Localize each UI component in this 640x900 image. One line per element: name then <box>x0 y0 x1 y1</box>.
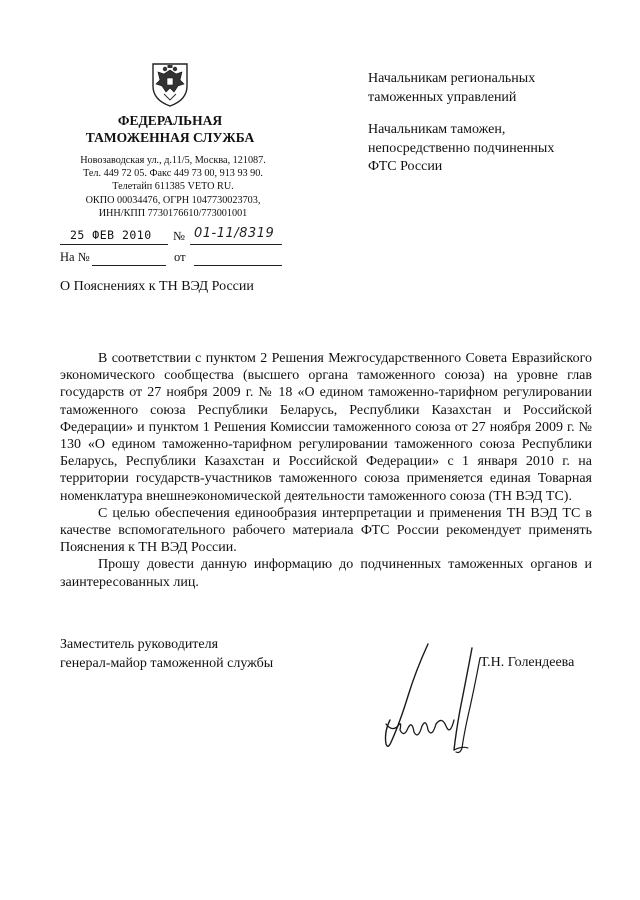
recipient-2 <box>368 121 608 177</box>
org-phones: Тел. 449 72 05. Факс 449 73 00, 913 93 90. <box>83 168 263 180</box>
date-underline <box>60 244 168 245</box>
body-paragraph-3: Прошу довести данную информацию до подчиненных таможенных органов и заинтересованных лиц. <box>60 557 592 590</box>
org-address: Новозаводская ул., д.11/5, Москва, 121087. <box>80 155 266 166</box>
letter-subject: О Пояснениях к ТН ВЭД России <box>60 279 254 294</box>
recipient-2-line2: непосредственно подчиненных <box>368 140 555 156</box>
signatory-position-line2: генерал-майор таможенной службы <box>60 656 274 671</box>
org-name-line2: ТАМОЖЕННАЯ СЛУЖБА <box>85 130 255 145</box>
number-sign: № <box>173 229 185 243</box>
org-inn: ИНН/КПП 7730176610/773001001 <box>98 207 248 219</box>
outgoing-date: 25 ФЕВ 2010 <box>70 228 152 242</box>
body-paragraph-2: С целью обеспечения единообразия интерпретации и применения ТН ВЭД ТС в качестве вспомогательного рабочего материала ФТС России рекомендует применять Пояснения к ТН ВЭД России. <box>60 505 592 556</box>
org-teletype: Телетайп 611385 VETO RU. <box>112 181 234 193</box>
signatory-position <box>60 635 273 673</box>
number-underline <box>190 244 282 245</box>
letter-body <box>60 350 592 591</box>
reply-date-underline <box>194 265 282 266</box>
coat-of-arms-emblem <box>148 58 192 108</box>
org-details <box>60 154 286 220</box>
recipient-1 <box>368 70 608 107</box>
recipient-2-line3: ФТС России <box>368 159 443 174</box>
reply-number-underline <box>92 265 166 266</box>
from-label: от <box>174 250 186 264</box>
recipient-2-line1: Начальникам таможен, <box>368 122 506 137</box>
recipient-1-line2: таможенных управлений <box>368 89 517 105</box>
body-paragraph-1: В соответствии с пунктом 2 Решения Межгосударственного Совета Евразийского экономического сообщества (высшего органа таможенного союза) на уровне глав государств от 27 ноября 2009 г. № 18 «О едином таможенно-тарифном регулировании таможенного союза Республики Беларусь, Республики Казахстан и Российской Федерации» и пунктом 1 Решения Комиссии таможенного союза от 27 ноября 2009 г. № 130 «О едином таможенно-тарифном регулировании таможенного союза Республики Беларусь, Республики Казахстан и Российской Федерации» с 1 января 2010 г. на территории государств-участников таможенного союза применяется единая Товарная номенклатура внешнеэкономической деятельности таможенного союза (ТН ВЭД ТС). <box>60 351 592 504</box>
reply-label: На № <box>60 250 90 264</box>
org-name <box>60 112 280 146</box>
outgoing-number: 01-11/8319 <box>194 226 275 241</box>
org-name-line1: ФЕДЕРАЛЬНАЯ <box>117 113 223 128</box>
recipient-1-line1: Начальникам региональных <box>368 71 536 86</box>
org-okpo: ОКПО 00034476, ОГРН 1047730023703, <box>85 194 261 206</box>
signatory-name: Т.Н. Голендеева <box>480 655 575 670</box>
recipients-block <box>368 70 608 191</box>
signatory-position-line1: Заместитель руководителя <box>60 637 219 652</box>
